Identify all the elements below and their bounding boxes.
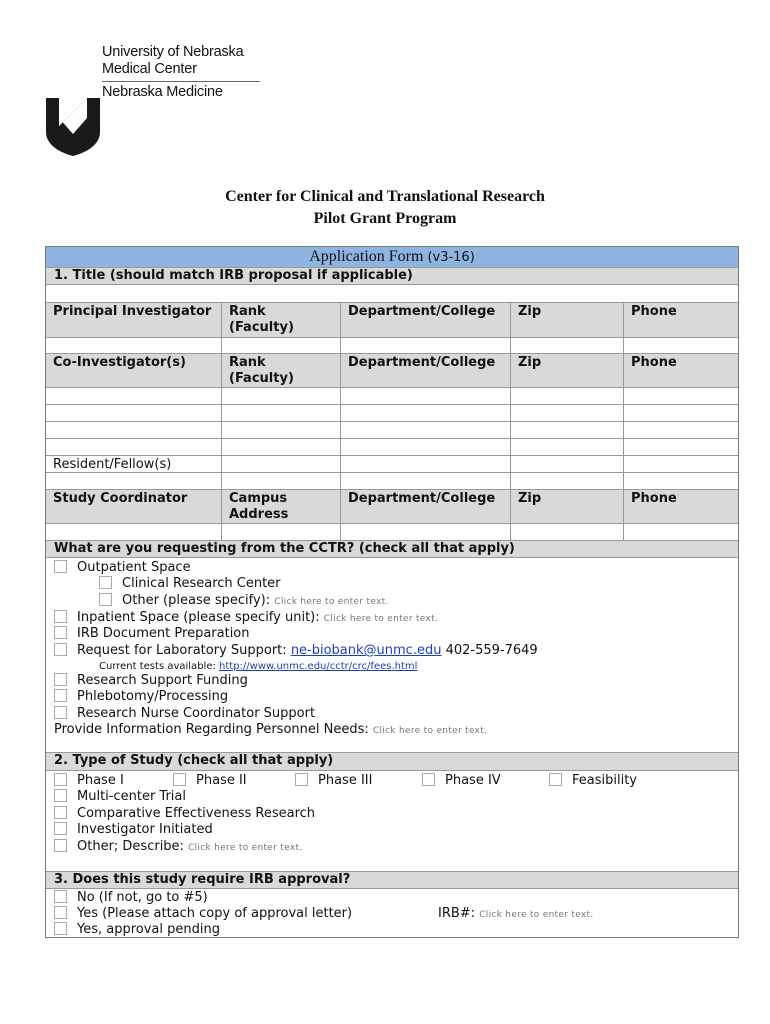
phase-4-option[interactable]: Phase IV (422, 773, 501, 789)
outpatient-option[interactable]: Outpatient Space (54, 560, 191, 576)
phase-3-checkbox[interactable] (295, 773, 308, 786)
comparative-checkbox[interactable] (54, 806, 67, 819)
pi-col-rank: Rank (Faculty) (222, 303, 341, 337)
resident-label: Resident/Fellow(s) (46, 456, 222, 472)
other-space-checkbox[interactable] (99, 593, 112, 606)
coi-input-row[interactable] (46, 388, 738, 405)
sc-col-zip: Zip (511, 490, 624, 523)
investigator-checkbox[interactable] (54, 822, 67, 835)
nurse-option[interactable]: Research Nurse Coordinator Support (54, 706, 315, 722)
unmc-shield-icon (44, 96, 102, 158)
coi-input-row[interactable] (46, 405, 738, 422)
irb-no-option[interactable]: No (If not, go to #5) (54, 890, 208, 906)
pi-input-row[interactable] (46, 338, 738, 354)
irb-yes-option[interactable]: Yes (Please attach copy of approval letter) (54, 906, 352, 922)
investigator-option[interactable]: Investigator Initiated (54, 822, 213, 838)
other-study-input[interactable]: Click here to enter text. (188, 843, 303, 853)
sc-col-phone: Phone (631, 491, 677, 506)
pi-col-dept: Department/College (341, 303, 511, 337)
other-study-checkbox[interactable] (54, 839, 67, 852)
lab-support-checkbox[interactable] (54, 643, 67, 656)
inpatient-checkbox[interactable] (54, 610, 67, 623)
tests-url-link[interactable]: http://www.unmc.edu/cctr/crc/fees.html (219, 661, 418, 672)
phase-2-checkbox[interactable] (173, 773, 186, 786)
requesting-heading: What are you requesting from the CCTR? (check all that apply) (46, 541, 738, 558)
org-name-line1: University of Nebraska (102, 44, 244, 60)
other-space-option[interactable]: Other (please specify): Click here to enter text. (99, 593, 389, 610)
coi-col-zip: Zip (511, 354, 624, 387)
multicenter-checkbox[interactable] (54, 789, 67, 802)
irb-pending-option[interactable]: Yes, approval pending (54, 922, 220, 938)
coi-col-dept: Department/College (341, 354, 511, 387)
coi-col-name: Co-Investigator(s) (46, 354, 222, 387)
lab-phone: 402-559-7649 (445, 643, 538, 658)
form-title: Application Form (309, 248, 424, 265)
funding-option[interactable]: Research Support Funding (54, 673, 248, 689)
lab-email-link[interactable]: ne-biobank@unmc.edu (290, 643, 442, 658)
section-3-heading: 3. Does this study require IRB approval? (46, 872, 738, 889)
resident-input-row[interactable] (46, 473, 738, 490)
form-version: (v3-16) (427, 250, 475, 265)
personnel-line: Provide Information Regarding Personnel Needs: Click here to enter text. (54, 722, 488, 737)
pi-col-phone: Phone (631, 304, 677, 319)
title-input-row[interactable] (46, 285, 738, 303)
resident-row[interactable] (46, 456, 738, 473)
irb-yes-checkbox[interactable] (54, 906, 67, 919)
crc-checkbox[interactable] (99, 576, 112, 589)
org-name-line3: Nebraska Medicine (102, 84, 223, 100)
lab-support-option[interactable]: Request for Laboratory Support: ne-biobank@unmc.edu 402-559-7649 (54, 643, 538, 659)
inpatient-input[interactable]: Click here to enter text. (323, 614, 439, 624)
feasibility-checkbox[interactable] (549, 773, 562, 786)
pi-col-name: Principal Investigator (46, 303, 222, 337)
coi-input-row[interactable] (46, 439, 738, 456)
nurse-checkbox[interactable] (54, 706, 67, 719)
inpatient-option[interactable]: Inpatient Space (please specify unit): Click here to enter text. (54, 610, 438, 627)
coi-col-phone: Phone (631, 355, 677, 370)
coi-input-row[interactable] (46, 422, 738, 439)
phase-2-option[interactable]: Phase II (173, 773, 247, 789)
unmc-logo (44, 44, 274, 164)
irb-doc-option[interactable]: IRB Document Preparation (54, 626, 250, 642)
section-1-heading: 1. Title (should match IRB proposal if applicable) (46, 268, 738, 285)
application-form (45, 246, 739, 938)
multicenter-option[interactable]: Multi-center Trial (54, 789, 186, 805)
irb-no-checkbox[interactable] (54, 890, 67, 903)
irb-number-input[interactable]: Click here to enter text. (479, 910, 594, 920)
sc-col-dept: Department/College (341, 490, 511, 523)
section-2-heading: 2. Type of Study (check all that apply) (46, 753, 738, 771)
org-name-line2: Medical Center (102, 61, 197, 77)
comparative-option[interactable]: Comparative Effectiveness Research (54, 806, 315, 822)
crc-option[interactable]: Clinical Research Center (99, 576, 281, 592)
personnel-input[interactable]: Click here to enter text. (372, 726, 488, 736)
sc-header-row (46, 490, 738, 524)
other-study-option[interactable]: Other; Describe: Click here to enter text. (54, 839, 302, 856)
sc-col-name: Study Coordinator (46, 490, 222, 523)
form-title-row (46, 247, 738, 268)
logo-divider (102, 81, 260, 82)
coi-col-rank: Rank (Faculty) (222, 354, 341, 387)
page-title: Center for Clinical and Translational Research (225, 188, 545, 205)
phlebotomy-checkbox[interactable] (54, 689, 67, 702)
outpatient-checkbox[interactable] (54, 560, 67, 573)
phase-3-option[interactable]: Phase III (295, 773, 372, 789)
page-subtitle: Pilot Grant Program (313, 210, 457, 227)
phlebotomy-option[interactable]: Phlebotomy/Processing (54, 689, 228, 705)
pi-col-zip: Zip (511, 303, 624, 337)
feasibility-option[interactable]: Feasibility (549, 773, 637, 789)
sc-input-row[interactable] (46, 524, 738, 541)
coi-header-row (46, 354, 738, 388)
current-tests-line: Current tests available: http://www.unmc.edu/cctr/crc/fees.html (99, 661, 418, 672)
phase-1-checkbox[interactable] (54, 773, 67, 786)
phase-4-checkbox[interactable] (422, 773, 435, 786)
irb-number-field: IRB#: Click here to enter text. (438, 906, 594, 921)
pi-header-row (46, 303, 738, 338)
irb-doc-checkbox[interactable] (54, 626, 67, 639)
other-space-input[interactable]: Click here to enter text. (274, 597, 389, 607)
phase-1-option[interactable]: Phase I (54, 773, 124, 789)
irb-pending-checkbox[interactable] (54, 922, 67, 935)
funding-checkbox[interactable] (54, 673, 67, 686)
sc-col-address: Campus Address (222, 490, 341, 523)
